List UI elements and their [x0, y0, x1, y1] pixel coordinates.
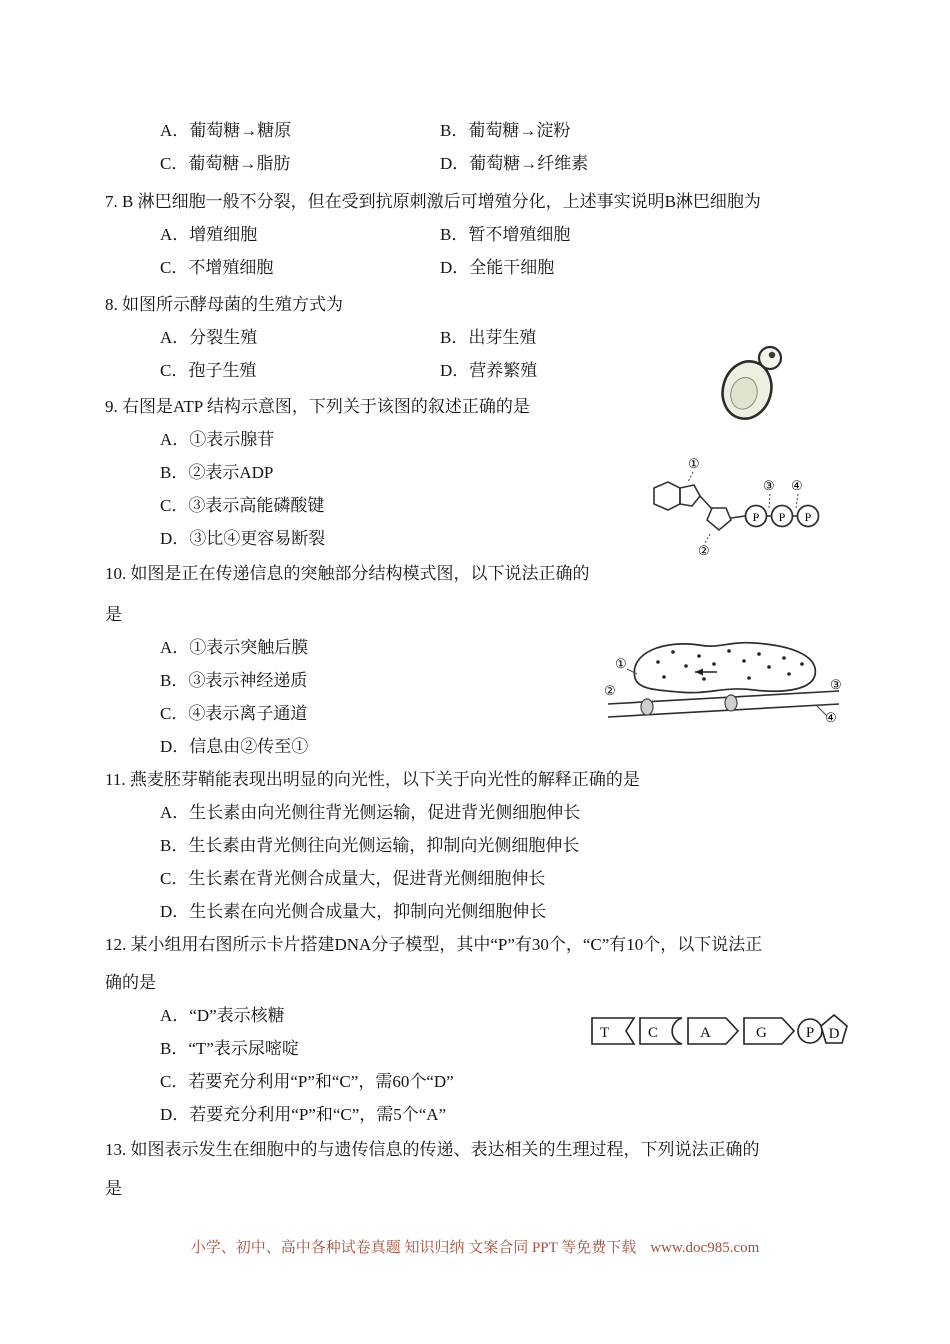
q7-option-a: A．增殖细胞: [160, 225, 258, 244]
q11-option-b: B．生长素由背光侧往向光侧运输，抑制向光侧细胞伸长: [160, 836, 580, 855]
card-d-label: D: [828, 1026, 840, 1042]
ion-channel-2: [725, 695, 737, 711]
q6-option-c: C．葡萄糖→脂肪: [160, 154, 291, 173]
card-a: [688, 1018, 738, 1044]
q13-stem-line1: 13. 如图表示发生在细胞中的与遗传信息的传递、表达相关的生理过程，下列说法正确的: [105, 1140, 760, 1159]
q9-option-a: A．①表示腺苷: [160, 430, 275, 449]
q9-stem: 9. 右图是ATP 结构示意图，下列关于该图的叙述正确的是: [105, 397, 530, 416]
q12-stem-line1: 12. 某小组用右图所示卡片搭建DNA分子模型，其中“P”有30个，“C”有10个，以下说法正: [105, 935, 763, 954]
q8-option-b: B．出芽生殖: [440, 328, 537, 347]
card-c-label: C: [648, 1025, 659, 1041]
synapse-label-2: ②: [604, 683, 616, 698]
phosphate-3-label: P: [804, 510, 812, 524]
q8-option-c: C．孢子生殖: [160, 361, 257, 380]
footer-site-url: www.doc985.com: [650, 1240, 760, 1256]
page-footer: [0, 1238, 950, 1258]
q7-options-row-ab: [105, 218, 910, 251]
presynaptic-membrane: [634, 643, 815, 693]
synaptic-vesicles: [656, 649, 804, 681]
card-g-label: G: [756, 1025, 767, 1041]
q9-option-b: B．②表示ADP: [160, 463, 274, 482]
q11-option-a: A．生长素由向光侧往背光侧运输，促进背光侧细胞伸长: [160, 803, 581, 822]
atp-label-1: ①: [688, 456, 700, 471]
q6-options-row-cd: [105, 147, 910, 180]
q11-option-d: D．生长素在向光侧合成量大，抑制向光侧细胞伸长: [160, 902, 547, 921]
q6-option-a: A．葡萄糖→糖原: [160, 121, 292, 140]
q13-stem-line2: 是: [105, 1179, 122, 1198]
synapse-label-1: ①: [615, 656, 627, 671]
card-g: [744, 1018, 794, 1044]
q12-option-c: C．若要充分利用“P”和“C”，需60个“D”: [160, 1072, 454, 1091]
atp-label-4: ④: [791, 478, 803, 493]
q7-options-row-cd: [105, 251, 910, 284]
q11-option-c: C．生长素在背光侧合成量大，促进背光侧细胞伸长: [160, 869, 546, 888]
q10-option-a: A．①表示突触后膜: [160, 638, 309, 657]
card-t-label: T: [600, 1025, 610, 1041]
yeast-bud: [759, 347, 781, 369]
q9-option-c: C．③表示高能磷酸键: [160, 496, 325, 515]
q6-option-b: B．葡萄糖→淀粉: [440, 121, 571, 140]
footer-text: 小学、初中、高中各种试卷真题 知识归纳 文案合同 PPT 等免费下载: [190, 1240, 637, 1256]
adenine-pentagon: [680, 485, 700, 506]
atp-structure-diagram: [648, 452, 840, 560]
q12-option-d: D．若要充分利用“P”和“C”，需5个“A”: [160, 1105, 447, 1124]
card-t: [592, 1018, 634, 1044]
q12-option-b: B．“T”表示尿嘧啶: [160, 1039, 299, 1058]
synapse-diagram: [603, 636, 845, 738]
q7-stem: 7. B 淋巴细胞一般不分裂，但在受到抗原刺激后可增殖分化，上述事实说明B淋巴细胞为: [105, 192, 761, 211]
dna-model-cards: [590, 1012, 848, 1052]
ion-channel-1: [641, 699, 653, 715]
q10-option-d: D．信息由②传至①: [160, 737, 309, 756]
phosphate-1-label: P: [752, 510, 760, 524]
q7-option-c: C．不增殖细胞: [160, 258, 274, 277]
q8-option-d: D．营养繁殖: [440, 361, 538, 380]
q7-option-d: D．全能干细胞: [440, 258, 555, 277]
phosphate-2-label: P: [778, 510, 786, 524]
q8-option-a: A．分裂生殖: [160, 328, 258, 347]
card-c: [640, 1018, 682, 1044]
q6-options-row-ab: [105, 114, 910, 147]
atp-label-2: ②: [698, 543, 710, 558]
q10-option-b: B．③表示神经递质: [160, 671, 308, 690]
atp-label-3: ③: [763, 478, 775, 493]
synapse-label-3: ③: [830, 677, 842, 692]
q8-stem: 8. 如图所示酵母菌的生殖方式为: [105, 295, 343, 314]
signal-arrow: [695, 669, 717, 676]
q7-option-b: B．暂不增殖细胞: [440, 225, 571, 244]
card-a-label: A: [700, 1025, 711, 1041]
q10-stem-line1: 10. 如图是正在传递信息的突触部分结构模式图，以下说法正确的: [105, 564, 590, 583]
synapse-label-4: ④: [825, 710, 837, 725]
q10-option-c: C．④表示离子通道: [160, 704, 308, 723]
q6-option-d: D．葡萄糖→纤维素: [440, 154, 589, 173]
card-p-label: P: [805, 1025, 815, 1041]
q12-stem-line2: 确的是: [105, 973, 156, 992]
q12-option-a: A．“D”表示核糖: [160, 1006, 285, 1025]
ribose-pentagon: [707, 508, 731, 530]
yeast-bud-nucleus: [769, 352, 775, 358]
q10-stem-line2: 是: [105, 605, 122, 624]
q9-option-d: D．③比④更容易断裂: [160, 529, 326, 548]
adenine-hexagon: [654, 482, 680, 510]
q11-stem: 11. 燕麦胚芽鞘能表现出明显的向光性，以下关于向光性的解释正确的是: [105, 770, 640, 789]
yeast-budding-diagram: [712, 342, 790, 426]
